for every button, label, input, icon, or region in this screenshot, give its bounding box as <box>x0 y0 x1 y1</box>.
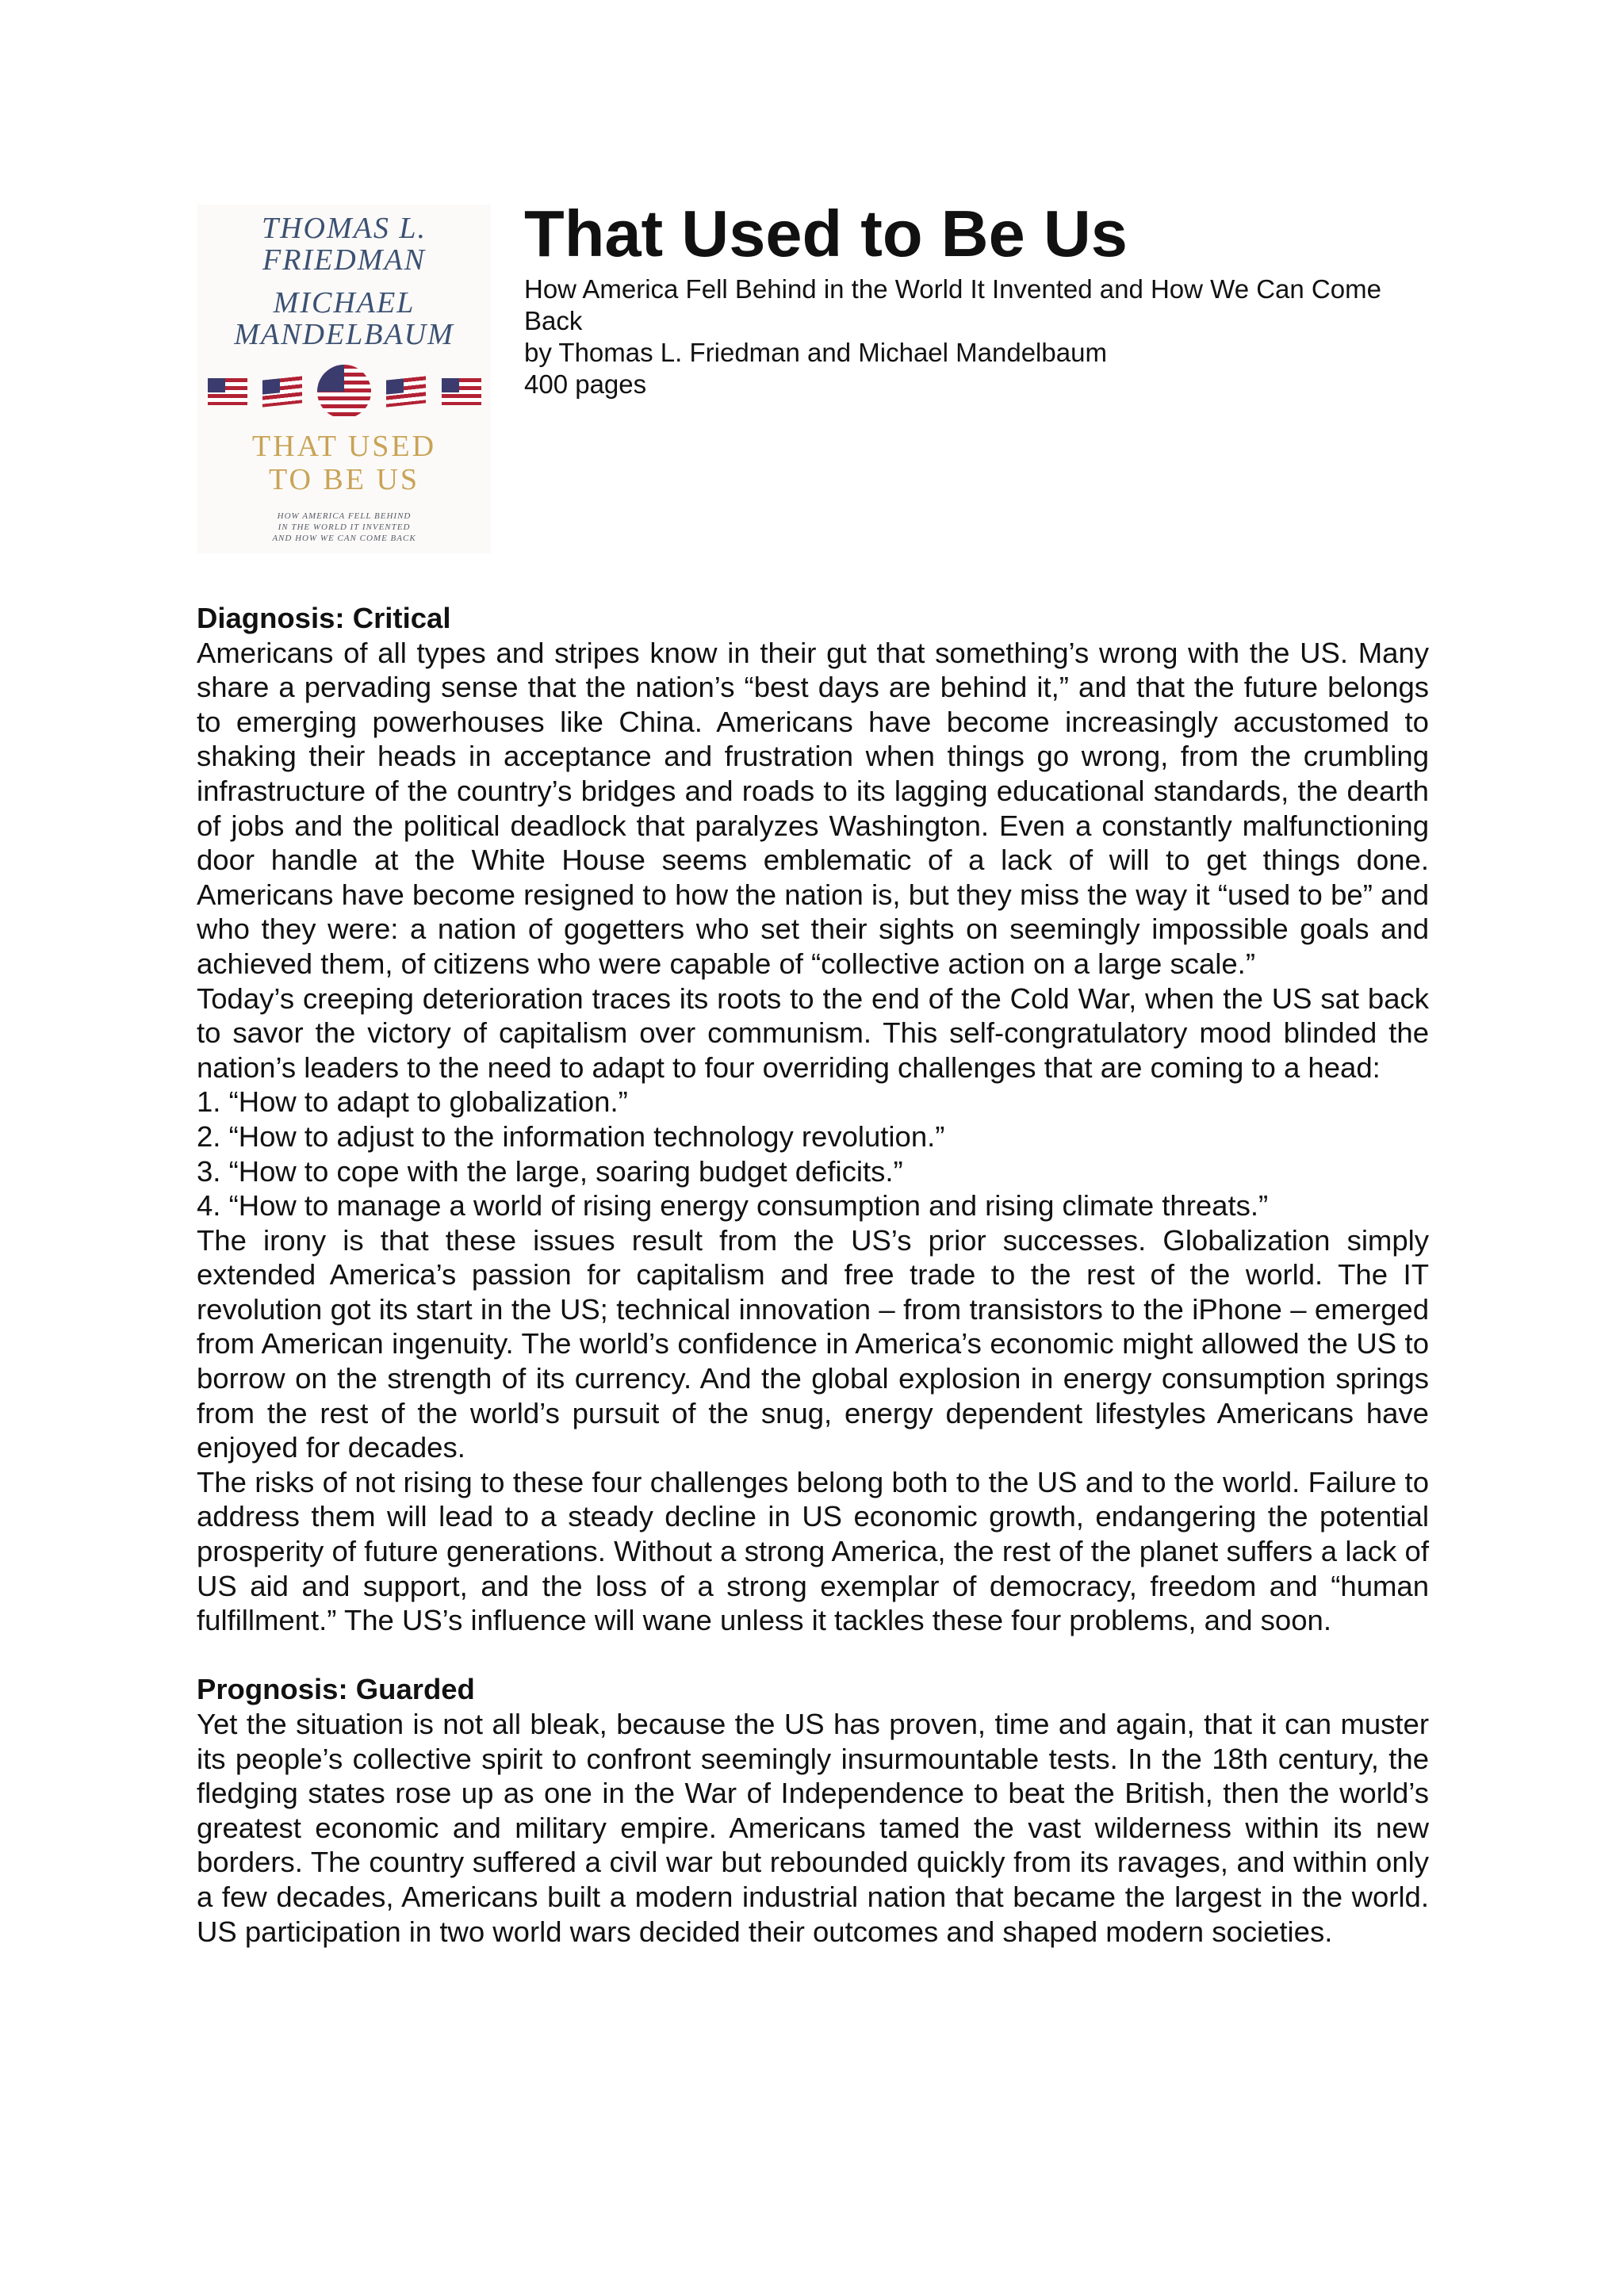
cover-flags-graphic <box>208 368 481 415</box>
list-item: 4. “How to manage a world of rising energy consumption and rising climate threats.” <box>197 1189 1269 1223</box>
book-byline: by Thomas L. Friedman and Michael Mandelbaum <box>524 338 1107 367</box>
summary-body <box>197 601 1429 1949</box>
book-meta <box>524 274 1436 400</box>
us-flag-icon <box>386 376 426 407</box>
list-item: 2. “How to adjust to the information technology revolution.” <box>197 1119 945 1153</box>
us-flag-globe-icon <box>317 365 371 419</box>
section-heading-prognosis: Prognosis: Guarded <box>197 1673 475 1706</box>
paragraph: Today’s creeping deterioration traces its roots to the end of the Cold War, when the US sat back to savor the victory of capitalism over communism. This self-congratulatory mood blinded the nation’s leaders to the need to adapt to four overriding challenges that are coming to a head: <box>197 982 1429 1084</box>
section-spacer <box>197 1638 1429 1673</box>
book-page-count: 400 pages <box>524 369 647 399</box>
cover-author-line: FRIEDMAN <box>262 243 426 277</box>
cover-subtitle-line: HOW AMERICA FELL BEHIND <box>277 511 412 521</box>
list-item: 1. “How to adapt to globalization.” <box>197 1085 628 1119</box>
book-subtitle: How America Fell Behind in the World It Invented and How We Can Come Back <box>524 274 1381 335</box>
cover-author-line: THOMAS L. <box>261 212 427 245</box>
paragraph: The risks of not rising to these four challenges belong both to the US and to the world. Failure to address them will lead to a steady decline in US economic growth, endangering the potential prosperity of future generations. Without a strong America, the rest of the planet suffers a lack of US aid and support, and the loss of a strong exemplar of democracy, freedom and “human fulfillment.” The US’s influence will wane unless it tackles these four problems, and soon. <box>197 1465 1429 1637</box>
cover-subtitle-line: IN THE WORLD IT INVENTED <box>278 522 411 532</box>
paragraph: Yet the situation is not all bleak, because the US has proven, time and again, that it can muster its people’s collective spirit to confront seemingly insurmountable tests. In the 18th century, the fledging states rose up as one in the War of Independence to beat the British, then the world’s greatest economic and military empire. Americans tamed the vast wilderness within its new borders. The country suffered a civil war but rebounded quickly from its ravages, and within only a few decades, Americans built a modern industrial nation that became the largest in the world. US participation in two world wars decided their outcomes and shaped modern societies. <box>197 1708 1429 1948</box>
challenges-list <box>197 1085 1429 1223</box>
book-cover-image <box>197 205 491 553</box>
paragraph: Americans of all types and stripes know in their gut that something’s wrong with the US. Many share a pervading sense that the nation’s “best days are behind it,” and that the future belongs to emerging powerhouses like China. Americans have become increasingly accustomed to shaking their heads in acceptance and frustration when things go wrong, from the crumbling infrastructure of the country’s bridges and roads to its lagging educational standards, the dearth of jobs and the political deadlock that paralyzes Washington. Even a constantly malfunctioning door handle at the White House seems emblematic of a lack of will to get things done. Americans have become resigned to how the nation is, but they miss the way it “used to be” and who they were: a nation of gogetters who set their sights on seemingly impossible goals and achieved them, of citizens who were capable of “collective action on a large scale.” <box>197 636 1429 980</box>
cover-title-line: TO BE US <box>268 463 420 496</box>
cover-author-line: MANDELBAUM <box>234 318 454 351</box>
cover-title-line: THAT USED <box>251 430 437 463</box>
cover-subtitle-line: AND HOW WE CAN COME BACK <box>272 534 416 543</box>
book-title: That Used to Be Us <box>524 197 1128 270</box>
us-flag-icon <box>262 376 302 407</box>
list-item: 3. “How to cope with the large, soaring budget deficits.” <box>197 1154 903 1188</box>
paragraph: The irony is that these issues result from the US’s prior successes. Globalization simply extended America’s passion for capitalism and free trade to the rest of the world. The IT revolution got its start in the US; technical innovation – from transistors to the iPhone – emerged from American ingenuity. The world’s confidence in America’s economic might allowed the US to borrow on the strength of its currency. And the global explosion in energy consumption springs from the rest of the world’s pursuit of the snug, energy dependent lifestyles Americans have enjoyed for decades. <box>197 1223 1429 1464</box>
section-heading-diagnosis: Diagnosis: Critical <box>197 602 451 634</box>
us-flag-icon <box>442 378 481 405</box>
us-flag-icon <box>208 378 247 405</box>
cover-author-line: MICHAEL <box>273 286 416 320</box>
